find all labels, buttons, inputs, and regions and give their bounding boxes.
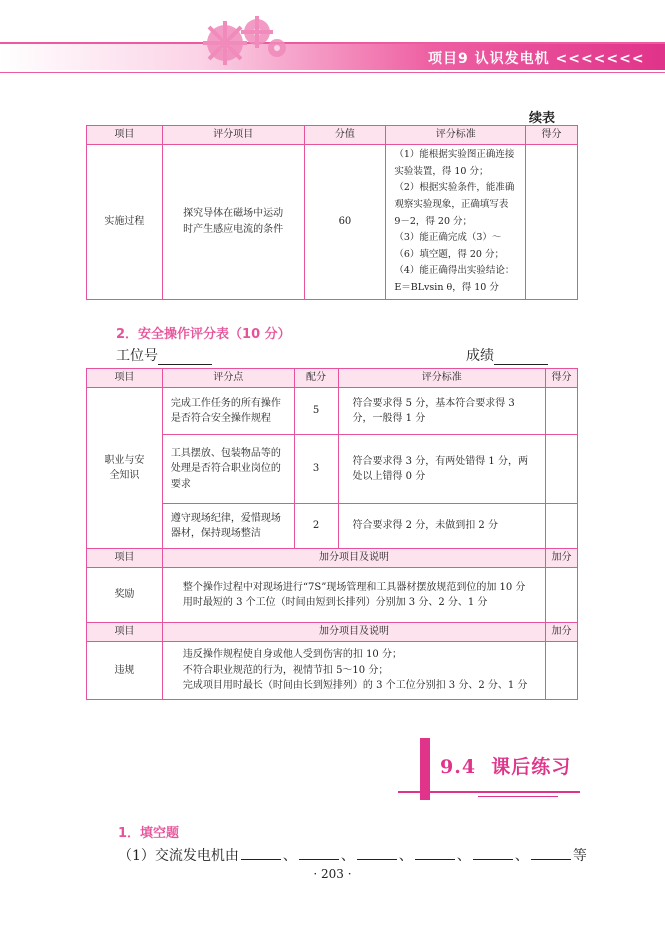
answer-blank [531,846,571,860]
grade-label: 成绩 [466,348,494,364]
chapter-title: 项目9 认识发电机 <<<<<<< [428,51,645,67]
bonus-desc-cell [162,568,545,623]
section-9-4-heading [398,738,580,800]
item-cell: 实施过程 [87,145,163,300]
bonus-item-cell: 奖励 [87,568,163,623]
section-name: 课后练习 [491,756,572,778]
category-cell: 职业与安全知识 [87,388,163,549]
header-cell: 项目 [87,126,163,145]
result-cell [546,642,578,700]
section-number: 9.4 [440,756,477,778]
header-cell: 项目 [87,623,163,642]
section-title [440,752,571,779]
result-cell [546,504,578,549]
header-cell: 项目 [87,549,163,568]
table-continued-label: 续表 [529,111,556,126]
header-cell: 得分 [546,369,578,388]
section-heading: 2．安全操作评分表（10 分） [116,327,291,342]
header-cell: 加分 [546,623,578,642]
penalty-row [87,642,578,700]
header-cell: 项目 [87,369,163,388]
result-cell [546,388,578,435]
table-header-row [87,126,578,145]
score-cell: 5 [294,388,338,435]
bonus-header-row [87,549,578,568]
penalty-line: 完成项目用时最长（时间由长到短排列）的 3 个工位分别扣 3 分、2 分、1 分 [182,680,528,692]
worker-id-blank [158,351,212,365]
penalty-line: 不符合职业规范的行为，视情节扣 5～10 分； [182,664,389,676]
header-cell: 评分点 [162,369,294,388]
section-underline [398,791,580,793]
criteria-line: （1）能根据实验图正确连接实验装置，得 10 分； [394,149,515,177]
header-bottom-line [0,72,665,73]
header-cell: 加分项目及说明 [162,549,545,568]
bonus-line: 整个操作过程中对现场进行“7S”现场管理和工具器材摆放规范到位的加 10 分 [182,581,526,593]
answer-blank [357,846,397,860]
criteria-line: （3）能正确完成（3）～（6）填空题，得 20 分； [394,232,505,260]
header-cell: 评分标准 [338,369,546,388]
header-cell: 加分 [546,549,578,568]
safety-score-table [86,368,578,700]
gears-icon [195,8,295,68]
evaluation-table-continued [86,125,578,300]
penalty-desc-cell [162,642,545,700]
criteria-cell: 符合要求得 3 分，有两处错得 1 分，两处以上错得 0 分 [338,435,546,504]
result-cell [546,435,578,504]
score-cell: 3 [294,435,338,504]
worker-id-label: 工位号 [116,348,158,364]
grade-field [466,345,548,365]
section-underline-short [478,796,558,797]
point-cell: 完成工作任务的所有操作是否符合安全操作规程 [162,388,294,435]
exercise-heading: 1．填空题 [118,826,180,841]
header-cell: 评分项目 [162,126,304,145]
score-cell: 2 [294,504,338,549]
header-cell: 评分标准 [386,126,526,145]
header-cell: 得分 [526,126,578,145]
point-cell: 遵守现场纪律，爱惜现场器材，保持现场整洁 [162,504,294,549]
criteria-cell [386,145,526,300]
table-row [87,145,578,300]
page-number: · 203 · [313,867,352,881]
worker-id-field [116,345,212,365]
points-cell: 60 [304,145,386,300]
header-cell: 加分项目及说明 [162,623,545,642]
grade-blank [494,351,548,365]
answer-blank [415,846,455,860]
criteria-line: （4）能正确得出实验结论：E＝BLvsin θ，得 10 分 [394,265,515,293]
scoring-item-cell: 探究导体在磁场中运动时产生感应电流的条件 [162,145,304,300]
result-cell [546,568,578,623]
criteria-cell: 符合要求得 5 分，基本符合要求得 3 分，一般得 1 分 [338,388,546,435]
question-1: （1）交流发电机由 、 、 、 、 、 等 [118,848,587,864]
question-suffix: 等 [572,848,587,864]
question-prefix: （1）交流发电机由 [118,848,239,864]
header-cell: 配分 [294,369,338,388]
table-header-row [87,369,578,388]
penalty-item-cell: 违规 [87,642,163,700]
table-row [87,388,578,435]
criteria-cell: 符合要求得 2 分，未做到扣 2 分 [338,504,546,549]
page-header [0,0,665,74]
criteria-line: （2）根据实验条件，能准确观察实验现象，正确填写表 9－2，得 20 分； [394,182,515,227]
penalty-header-row [87,623,578,642]
bonus-row [87,568,578,623]
header-cell: 分值 [304,126,386,145]
answer-blank [241,846,281,860]
score-cell [526,145,578,300]
penalty-line: 违反操作规程使自身或他人受到伤害的扣 10 分； [182,649,402,661]
answer-blank [473,846,513,860]
bonus-line: 用时最短的 3 个工位（时间由短到长排列）分别加 3 分、2 分、1 分 [182,597,488,608]
point-cell: 工具摆放、包装物品等的处理是否符合职业岗位的要求 [162,435,294,504]
answer-blank [299,846,339,860]
